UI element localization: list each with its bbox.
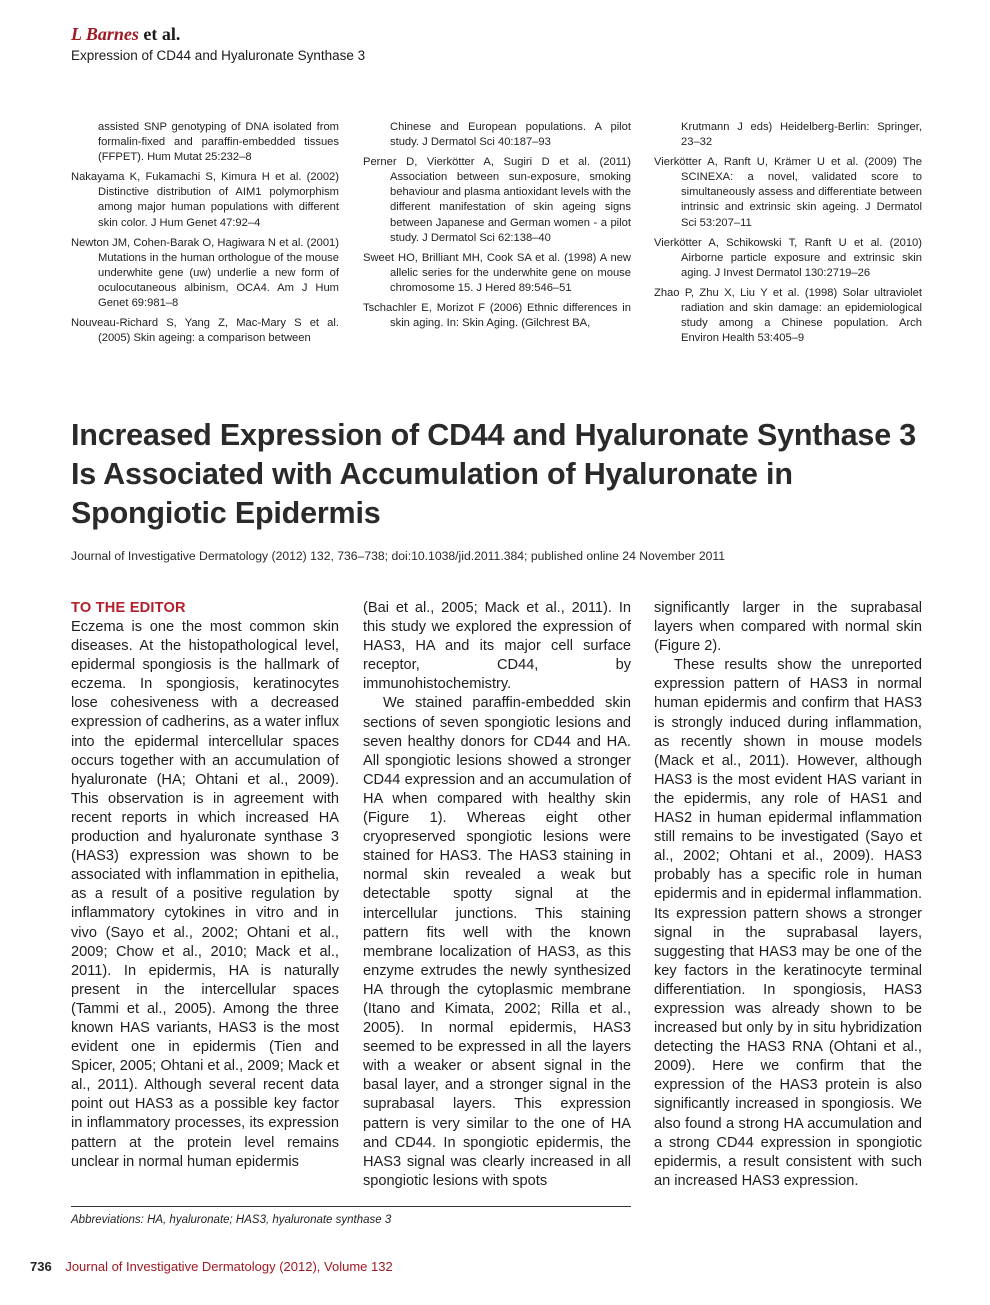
- body-column-1: [71, 599, 339, 1172]
- body-paragraph: Eczema is one the most common skin diseases. At the histopathological level, epidermal spongiosis is the hallmark of eczema. In spongiosis, keratinocytes lose cohesiveness with a decreased expression of cadherins, as a water influx into the epidermal intercellular spaces occurs together with an accumulation of hyaluronate (HA; Ohtani et al., 2009). This observation is in agreement with recent reports in which increased HA production and hyaluronate synthase 3 (HAS3) expression was shown to be associated with inflammation in epithelia, as a result of a positive regulation by inflammatory cytokines in vitro and in vivo (Sayo et al., 2002; Ohtani et al., 2009; Chow et al., 2010; Mack et al., 2011). In epidermis, HA is naturally present in the intercellular spaces (Tammi et al., 2005). Among the three known HAS variants, HAS3 is the most evident one in epidermis (Tien and Spicer, 2005; Ohtani et al., 2009; Mack et al., 2011). Although several recent data point out HAS3 as a possible key factor in inflammatory processes, its expression pattern at the protein level remains unclear in normal human epidermis: [71, 619, 339, 1170]
- references-column-2: [363, 120, 631, 336]
- body-paragraph: These results show the unreported expression pattern of HAS3 in normal human epidermis and confirm that HAS3 is strongly induced during inflammation, as recently shown in mouse models (Mack et al., 2011). However, although HAS3 is the most evident HAS variant in the epidermis, any role of HAS1 and HAS2 in human epidermal inflammation still remains to be investigated (Sayo et al., 2002; Ohtani et al., 2009). HAS3 probably has a specific role in human epidermis and in epidermal inflammation. Its expression pattern shows a stronger signal in the suprabasal layers, suggesting that HAS3 may be one of the key factors in the keratinocyte terminal differentiation. In spongiosis, HAS3 expression was already shown to be increased but only by in situ hybridization detecting the HAS3 RNA (Ohtani et al., 2009). Here we confirm that the expression of the HAS3 protein is also significantly increased in spongiosis. We also found a strong HA accumulation and a strong CD44 expression in spongiotic epidermis, a result consistent with such an increased HAS3 expression.: [654, 657, 922, 1189]
- reference-item: Nakayama K, Fukamachi S, Kimura H et al. (2002) Distinctive distribution of AIM1 polymorphism among major human populations with different skin color. J Hum Genet 47:92–4: [71, 171, 339, 229]
- article-citation: Journal of Investigative Dermatology (2012) 132, 736–738; doi:10.1038/jid.2011.384; published online 24 November 2011: [71, 549, 726, 563]
- reference-item: assisted SNP genotyping of DNA isolated from formalin-fixed and paraffin-embedded tissues (FFPET). Hum Mutat 25:232–8: [98, 121, 339, 164]
- running-head-subtitle: Expression of CD44 and Hyaluronate Synthase 3: [71, 48, 366, 63]
- reference-item: Sweet HO, Brilliant MH, Cook SA et al. (1998) A new allelic series for the underwhite gene on mouse chromosome 15. J Hered 89:546–51: [363, 251, 631, 294]
- body-paragraph: We stained paraffin-embedded skin sections of seven spongiotic lesions and seven healthy donors for CD44 and HA. All spongiotic lesions showed a stronger CD44 expression and an accumulation of HA when compared with healthy skin (Figure 1). Whereas eight other cryopreserved spongiotic lesions were stained for HAS3. The HAS3 staining in normal skin revealed a weak but detectable spotty signal at the intercellular junctions. This staining pattern fits well with the known membrane localization of HAS3, as this enzyme extrudes the newly synthesized HA through the cytoplasmic membrane (Itano and Kimata, 2002; Rilla et al., 2005). In normal epidermis, HAS3 seemed to be expressed in all the layers with a weaker or absent signal in the basal layer, and a stronger signal in the suprabasal layers. This expression pattern is very similar to the one of HA and CD44. In spongiotic epidermis, the HAS3 signal was clearly increased in all spongiotic lesions with spots: [363, 695, 631, 1189]
- reference-item: Krutmann J eds) Heidelberg-Berlin: Springer, 23–32: [681, 121, 922, 149]
- reference-item: Tschachler E, Morizot F (2006) Ethnic differences in skin aging. In: Skin Aging. (Gilchrest BA,: [363, 302, 631, 330]
- body-column-3: [654, 599, 922, 1191]
- running-head-author: L Barnes et al.: [71, 24, 181, 44]
- page-number: 736: [30, 1259, 52, 1274]
- article-title: Increased Expression of CD44 and Hyaluronate Synthase 3 Is Associated with Accumulation of Hyaluronate in Spongiotic Epidermis: [71, 418, 916, 530]
- reference-item: Zhao P, Zhu X, Liu Y et al. (1998) Solar ultraviolet radiation and skin damage: an epidemiological study among a Chinese population. Arch Environ Health 53:405–9: [654, 286, 922, 345]
- body-column-2: [363, 599, 631, 1191]
- reference-item: Chinese and European populations. A pilot study. J Dermatol Sci 40:187–93: [390, 121, 631, 149]
- reference-item: Nouveau-Richard S, Yang Z, Mac-Mary S et al. (2005) Skin ageing: a comparison between: [71, 317, 339, 345]
- reference-item: Newton JM, Cohen-Barak O, Hagiwara N et al. (2001) Mutations in the human orthologue of the mouse underwhite gene (uw) underlie a new form of oculocutaneous albinism, OCA4. Am J Hum Genet 69:981–8: [71, 236, 339, 310]
- body-paragraph: (Bai et al., 2005; Mack et al., 2011). In this study we explored the expression of HAS3, HA and its major cell surface receptor, CD44, by immunohistochemistry.: [363, 600, 631, 693]
- running-head: [71, 24, 365, 63]
- page-footer: [30, 1259, 393, 1274]
- body-paragraph: significantly larger in the suprabasal layers when compared with normal skin (Figure 2).: [654, 600, 922, 655]
- abbreviations-footnote: Abbreviations: HA, hyaluronate; HAS3, hyaluronate synthase 3: [71, 1214, 392, 1226]
- reference-item: Perner D, Vierkötter A, Sugiri D et al. (2011) Association between sun-exposure, smoking behaviour and plasma antioxidant levels with the different manifestation of skin ageing signs between Japanese and German women - a pilot study. J Dermatol Sci 62:138–40: [363, 156, 631, 244]
- references-column-3: [654, 120, 922, 351]
- footnote-divider: [71, 1206, 631, 1207]
- reference-item: Vierkötter A, Schikowski T, Ranft U et al. (2010) Airborne particle exposure and extrinsic skin aging. J Invest Dermatol 130:2719–26: [654, 236, 922, 279]
- footer-journal: Journal of Investigative Dermatology (2012), Volume 132: [65, 1259, 393, 1274]
- section-heading: TO THE EDITOR: [71, 600, 186, 616]
- reference-item: Vierkötter A, Ranft U, Krämer U et al. (2009) The SCINEXA: a novel, validated score to simultaneously assess and differentiate between intrinsic and extrinsic skin ageing. J Dermatol Sci 53:207–11: [654, 156, 922, 229]
- references-column-1: [71, 120, 339, 351]
